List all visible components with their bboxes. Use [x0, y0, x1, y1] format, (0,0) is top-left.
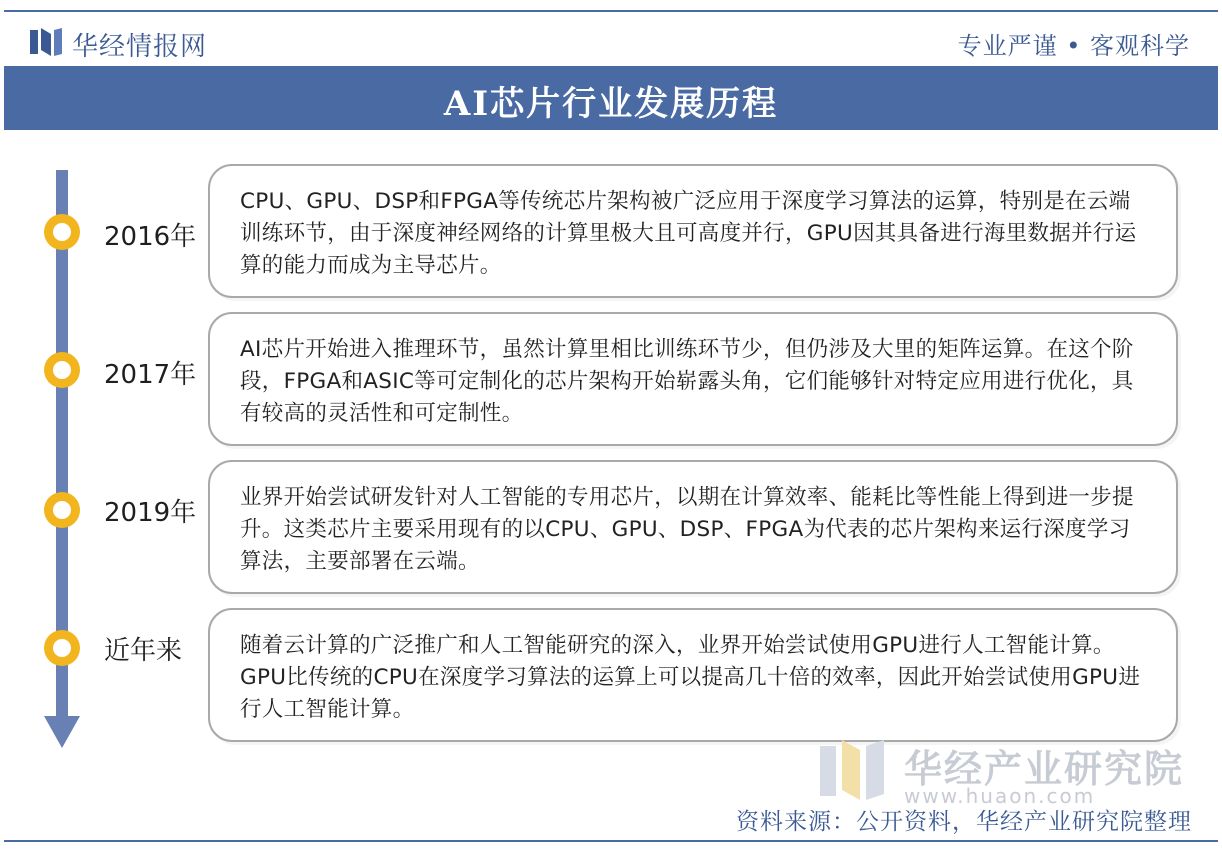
event-description-box [208, 460, 1178, 594]
source-note: 资料来源：公开资料，华经产业研究院整理 [736, 809, 1192, 835]
page-title: AI芯片行业发展历程 [443, 84, 779, 124]
timeline-dot-icon [44, 352, 80, 388]
huajing-logo-icon [30, 28, 62, 56]
slogan: 专业严谨 • 客观科学 [957, 32, 1190, 60]
event-description-box [208, 608, 1178, 742]
event-description: 业界开始尝试研发针对人工智能的专用芯片，以期在计算效率、能耗比等性能上得到进一步提升。这类芯片主要采用现有的以CPU、GPU、DSP、FPGA为代表的芯片架构来运行深度学习算法，主要部署在云端。 [240, 485, 1134, 574]
watermark [820, 738, 1190, 808]
bottom-border [4, 840, 1218, 842]
event-description: 随着云计算的广泛推广和人工智能研究的深入，业界开始尝试使用GPU进行人工智能计算。GPU比传统的CPU在深度学习算法的运算上可以提高几十倍的效率，因此开始尝试使用GPU进行人工智能计算。 [240, 633, 1141, 722]
event-description-box [208, 164, 1178, 298]
watermark-logo-icon [820, 740, 884, 800]
timeline-event [0, 460, 1222, 600]
event-year: 近年来 [104, 636, 183, 666]
timeline-dot-icon [44, 214, 80, 250]
logo-text: 华经情报网 [72, 32, 208, 62]
watermark-url: www.huaon.com [904, 784, 1096, 808]
watermark-text: 华经产业研究院 [904, 747, 1185, 791]
event-year: 2016年 [104, 222, 197, 252]
timeline-dot-icon [44, 630, 80, 666]
timeline-event [0, 164, 1222, 304]
event-year: 2017年 [104, 360, 197, 390]
header [0, 12, 1222, 66]
event-description-box [208, 312, 1178, 446]
timeline-event [0, 312, 1222, 452]
timeline-dot-icon [44, 492, 80, 528]
title-bar [4, 66, 1218, 130]
event-description: AI芯片开始进入推理环节，虽然计算里相比训练环节少，但仍涉及大里的矩阵运算。在这个阶段，FPGA和ASIC等可定制化的芯片架构开始崭露头角，它们能够针对特定应用进行优化，具有较高的灵活性和可定制性。 [240, 337, 1134, 426]
event-year: 2019年 [104, 498, 197, 528]
event-description: CPU、GPU、DSP和FPGA等传统芯片架构被广泛应用于深度学习算法的运算，特别是在云端训练环节，由于深度神经网络的计算里极大且可高度并行，GPU因其具备进行海里数据并行运算的能力而成为主导芯片。 [240, 189, 1137, 278]
timeline-event [0, 608, 1222, 748]
